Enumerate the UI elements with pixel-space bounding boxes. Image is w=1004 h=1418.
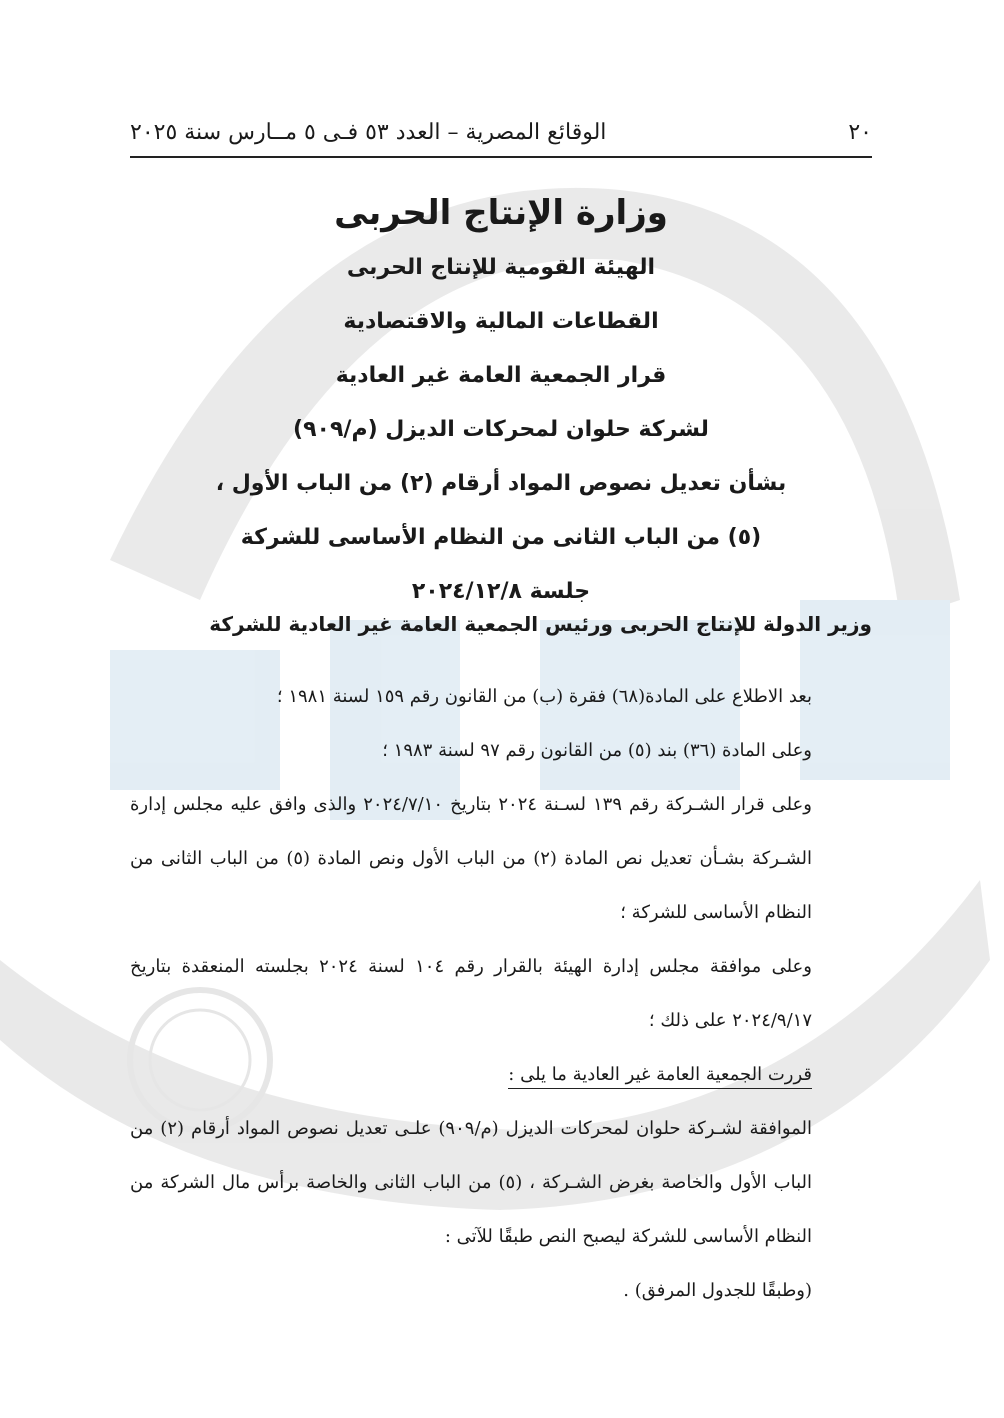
decision-title: قرار الجمعية العامة غير العادية — [335, 363, 667, 388]
paragraph-6: (وطبقًا للجدول المرفق) . — [623, 1280, 812, 1301]
resolved-text: قررت الجمعية العامة غير العادية ما يلى : — [508, 1064, 812, 1089]
sectors-title: القطاعات المالية والاقتصادية — [343, 309, 659, 334]
subject-line-2: (٥) من الباب الثانى من النظام الأساسى للشركة — [240, 525, 762, 550]
running-title: الوقائع المصرية – العدد ٥٣ فـى ٥ مــارس سنة ٢٠٢٥ — [130, 119, 607, 145]
paragraph-2: وعلى المادة (٣٦) بند (٥) من القانون رقم ٩٧ لسنة ١٩٨٣ ؛ — [382, 740, 812, 761]
authority-title: الهيئة القومية للإنتاج الحربى — [346, 255, 656, 280]
subject-line-1: بشأن تعديل نصوص المواد أرقام (٢) من الباب الأول ، — [215, 471, 787, 496]
company-title: لشركة حلوان لمحركات الديزل (م/٩٠٩) — [293, 417, 709, 442]
ministry-title: وزارة الإنتاج الحربى — [334, 193, 668, 233]
paragraph-3: وعلى قرار الشـركة رقم ١٣٩ لسـنة ٢٠٢٤ بتاريخ ٢٠٢٤/٧/١٠ والذى وافق عليه مجلس إدارة الشـركة بشـأن تعديل نص المادة (٢) من الباب الأول ونص المادة (٥) من الباب الثانى من النظام الأساسى للشركة ؛ — [130, 794, 812, 923]
paragraph-5: الموافقة لشـركة حلوان لمحركات الديزل (م/٩٠٩) علـى تعديل نصوص المواد أرقام (٢) من الباب الأول والخاصة بغرض الشـركة ، (٥) من الباب الثانى والخاصة برأس مال الشركة من النظام الأساسى للشركة ليصبح النص طبقًا للآتى : — [130, 1118, 813, 1247]
paragraph-4: وعلى موافقة مجلس إدارة الهيئة بالقرار رقم ١٠٤ لسنة ٢٠٢٤ بجلسته المنعقدة بتاريخ ٢٠٢٤/٩/١٧ على ذلك ؛ — [130, 956, 812, 1031]
title-block — [130, 185, 872, 619]
running-header — [130, 112, 872, 158]
minister-heading: وزير الدولة للإنتاج الحربى ورئيس الجمعية العامة غير العادية للشركة — [209, 612, 872, 636]
resolved-line — [130, 1048, 872, 1102]
body-text — [130, 670, 872, 1318]
session-date: جلسة ٢٠٢٤/١٢/٨ — [411, 579, 591, 604]
paragraph-1: بعد الاطلاع على المادة(٦٨) فقرة (ب) من القانون رقم ١٥٩ لسنة ١٩٨١ ؛ — [276, 686, 812, 707]
page-number: ٢٠ — [848, 119, 872, 145]
